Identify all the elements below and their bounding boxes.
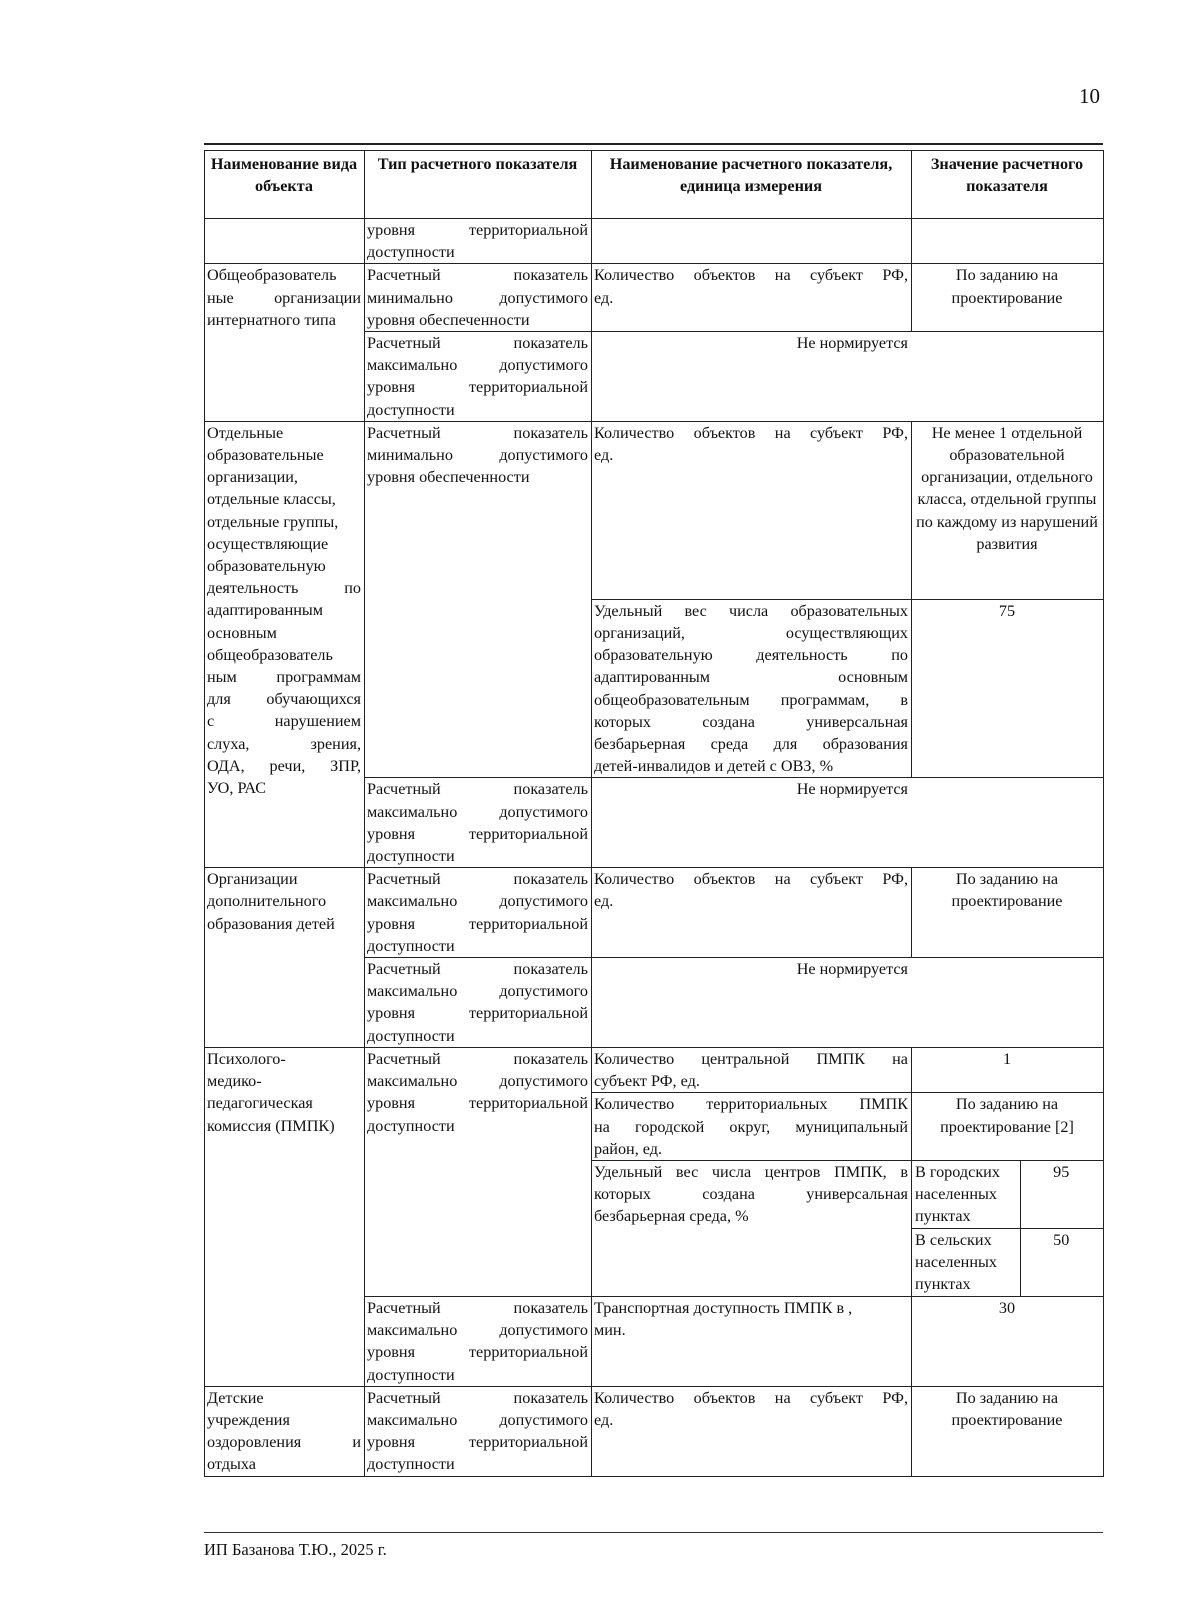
table-row: [205, 264, 1104, 332]
cell-indicator-type: Расчетный показатель минимально допустимого уровня обеспеченности: [365, 264, 592, 332]
cell-rural-split: [912, 1228, 1104, 1296]
cell-indicator-value: 75: [912, 599, 1104, 778]
cell-indicator-type: Расчетный показатель максимально допустимого уровня территориальной доступности: [365, 1296, 592, 1386]
header-object-type: Наименование вида объекта: [205, 151, 365, 219]
cell-object-type: Психолого- медико- педагогическая комиссия (ПМПК): [205, 1047, 365, 1386]
cell-object-type: Организации дополнительного образования детей: [205, 868, 365, 1048]
cell-urban-split: [912, 1160, 1104, 1228]
cell-empty: [592, 219, 912, 264]
indicators-table: [204, 150, 1104, 1477]
table-header-row: [205, 151, 1104, 219]
footer-author: ИП Базанова Т.Ю., 2025 г.: [204, 1540, 387, 1559]
cell-indicator-value: Не менее 1 отдельной образовательной организации, отдельного класса, отдельной группы по каждому из нарушений развития: [912, 421, 1104, 599]
cell-indicator-type: Расчетный показатель максимально допустимого уровня территориальной доступности: [365, 1047, 592, 1296]
rural-settlements-label: В сельских населенных пунктах: [912, 1229, 1020, 1296]
header-indicator-name: Наименование расчетного показателя, единица измерения: [592, 151, 912, 219]
cell-indicator-value: По заданию на проектирование: [912, 1386, 1104, 1476]
cell-indicator-name: Удельный вес числа образовательных организаций, осуществляющих образовательную деятельность по адаптированным основным общеобразовательным программам, в которых создана универсальная безбарьерная среда для образования детей-инвалидов и детей с ОВЗ, %: [592, 599, 912, 778]
urban-settlements-label: В городских населенных пунктах: [912, 1161, 1020, 1228]
cell-indicator-name: Количество территориальных ПМПК на городской округ, муниципальный район, ед.: [592, 1093, 912, 1161]
cell-indicator-type: уровня территориальной доступности: [365, 219, 592, 264]
footer-rule: [204, 1532, 1103, 1533]
cell-object-type: Общеобразователь ные организации интернатного типа: [205, 264, 365, 421]
table-row: [205, 868, 1104, 958]
urban-settlements-value: 95: [1053, 1162, 1070, 1181]
rural-settlements-value: 50: [1053, 1230, 1070, 1249]
cell-indicator-value: По заданию на проектирование: [912, 264, 1104, 332]
cell-indicator-value: 30: [912, 1296, 1104, 1386]
header-indicator-value: Значение расчетного показателя: [912, 151, 1104, 219]
cell-indicator-type: Расчетный показатель максимально допустимого уровня территориальной доступности: [365, 332, 592, 422]
cell-indicator-value: 1: [912, 1047, 1104, 1092]
table-row: [205, 219, 1104, 264]
table-row: [205, 1386, 1104, 1476]
cell-empty: [912, 219, 1104, 264]
cell-indicator-type: Расчетный показатель максимально допустимого уровня территориальной доступности: [365, 778, 592, 868]
cell-object-type: Детские учреждения оздоровления и отдыха: [205, 1386, 365, 1476]
cell-empty: [205, 219, 365, 264]
cell-not-normalized: Не нормируется: [592, 332, 1104, 422]
table-row: [205, 1047, 1104, 1092]
cell-indicator-name: Количество объектов на субъект РФ, ед.: [592, 264, 912, 332]
table-row: [205, 421, 1104, 599]
cell-indicator-type: Расчетный показатель максимально допустимого уровня территориальной доступности: [365, 868, 592, 958]
cell-indicator-type: Расчетный показатель максимально допустимого уровня территориальной доступности: [365, 1386, 592, 1476]
cell-indicator-name: Количество объектов на субъект РФ, ед.: [592, 421, 912, 599]
cell-indicator-value: По заданию на проектирование [2]: [912, 1093, 1104, 1161]
cell-not-normalized: Не нормируется: [592, 958, 1104, 1048]
top-rule: [204, 143, 1103, 145]
urban-subtable: [912, 1161, 1103, 1228]
rural-subtable: [912, 1229, 1103, 1296]
cell-indicator-type: Расчетный показатель минимально допустимого уровня обеспеченности: [365, 421, 592, 778]
cell-indicator-name: Количество объектов на субъект РФ, ед.: [592, 1386, 912, 1476]
cell-object-type: Отдельные образовательные организации, отдельные классы, отдельные группы, осуществляющие образовательную деятельность по адаптированным основным общеобразователь ным программам для обучающихся с нарушением слуха, зрения, ОДА, речи, ЗПР, УО, РАС: [205, 421, 365, 867]
cell-indicator-name: Удельный вес числа центров ПМПК, в которых создана универсальная безбарьерная среда, %: [592, 1160, 912, 1296]
cell-indicator-type: Расчетный показатель максимально допустимого уровня территориальной доступности: [365, 958, 592, 1048]
cell-indicator-name: Количество объектов на субъект РФ, ед.: [592, 868, 912, 958]
header-indicator-type: Тип расчетного показателя: [365, 151, 592, 219]
cell-not-normalized: Не нормируется: [592, 778, 1104, 868]
page-number: 10: [1079, 84, 1100, 108]
cell-indicator-name: Транспортная доступность ПМПК в , мин.: [592, 1296, 912, 1386]
cell-indicator-name: Количество центральной ПМПК на субъект РФ, ед.: [592, 1047, 912, 1092]
cell-indicator-value: По заданию на проектирование: [912, 868, 1104, 958]
